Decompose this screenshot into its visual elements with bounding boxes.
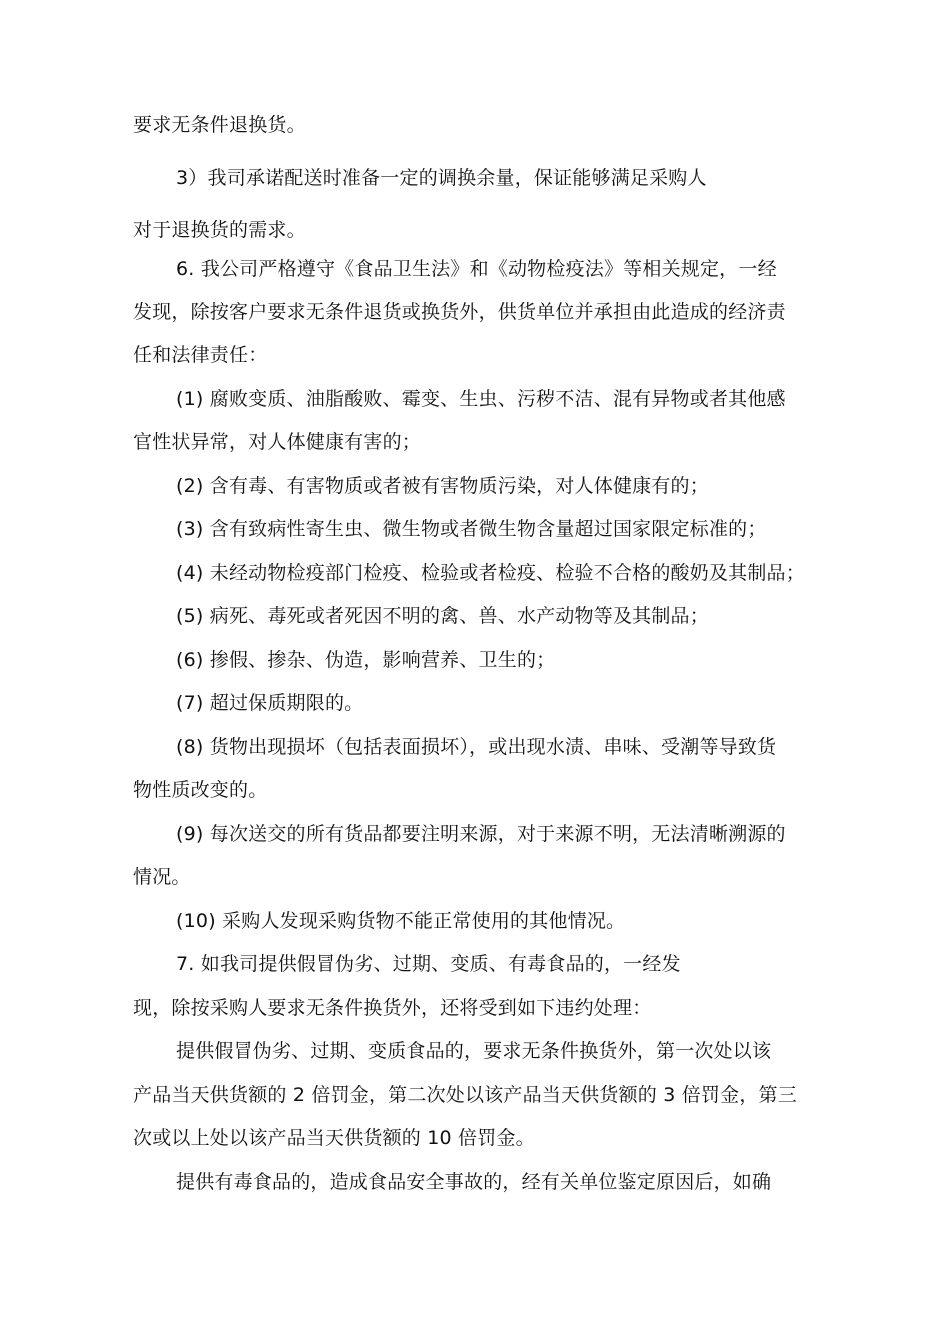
text-line: (3) 含有致病性寄生虫、微生物或者微生物含量超过国家限定标准的； bbox=[176, 518, 767, 540]
text-line: 7. 如我司提供假冒伪劣、过期、变质、有毒食品的，一经发 bbox=[176, 953, 681, 975]
text-line: 现，除按采购人要求无条件换货外，还将受到如下违约处理： bbox=[133, 997, 652, 1019]
text-line: (8) 货物出现损坏（包括表面损坏），或出现水渍、串味、受潮等导致货 bbox=[176, 736, 777, 758]
text-line: 提供假冒伪劣、过期、变质食品的，要求无条件换货外，第一次处以该 bbox=[176, 1040, 772, 1062]
text-line: 6. 我公司严格遵守《食品卫生法》和《动物检疫法》等相关规定，一经 bbox=[176, 258, 777, 280]
text-line: (5) 病死、毒死或者死因不明的禽、兽、水产动物等及其制品； bbox=[176, 605, 709, 627]
text-line: 次或以上处以该产品当天供货额的 10 倍罚金。 bbox=[133, 1127, 535, 1149]
text-line: (10) 采购人发现采购货物不能正常使用的其他情况。 bbox=[176, 910, 626, 932]
text-line: (9) 每次送交的所有货品都要注明来源，对于来源不明，无法清晰溯源的 bbox=[176, 823, 786, 845]
text-line: 提供有毒食品的，造成食品安全事故的，经有关单位鉴定原因后，如确 bbox=[176, 1171, 772, 1193]
text-line: 发现，除按客户要求无条件退货或换货外，供货单位并承担由此造成的经济责 bbox=[133, 301, 786, 323]
text-line: 3）我司承诺配送时准备一定的调换余量，保证能够满足采购人 bbox=[176, 167, 707, 189]
text-line: (4) 未经动物检疫部门检疫、检验或者检疫、检验不合格的酸奶及其制品； bbox=[176, 562, 805, 584]
text-line: (6) 掺假、掺杂、伪造，影响营养、卫生的； bbox=[176, 649, 556, 671]
text-line: 产品当天供货额的 2 倍罚金，第二次处以该产品当天供货额的 3 倍罚金，第三 bbox=[133, 1084, 797, 1106]
text-line: (2) 含有毒、有害物质或者被有害物质污染，对人体健康有的； bbox=[176, 475, 709, 497]
text-line: 物性质改变的。 bbox=[133, 779, 268, 801]
text-line: 要求无条件退换货。 bbox=[133, 114, 306, 136]
text-line: 对于退换货的需求。 bbox=[133, 219, 306, 241]
text-line: 任和法律责任： bbox=[133, 344, 268, 366]
text-line: (1) 腐败变质、油脂酸败、霉变、生虫、污秽不洁、混有异物或者其他感 bbox=[176, 388, 786, 410]
text-line: 官性状异常，对人体健康有害的； bbox=[133, 431, 422, 453]
text-line: (7) 超过保质期限的。 bbox=[176, 692, 364, 714]
text-line: 情况。 bbox=[133, 866, 191, 888]
